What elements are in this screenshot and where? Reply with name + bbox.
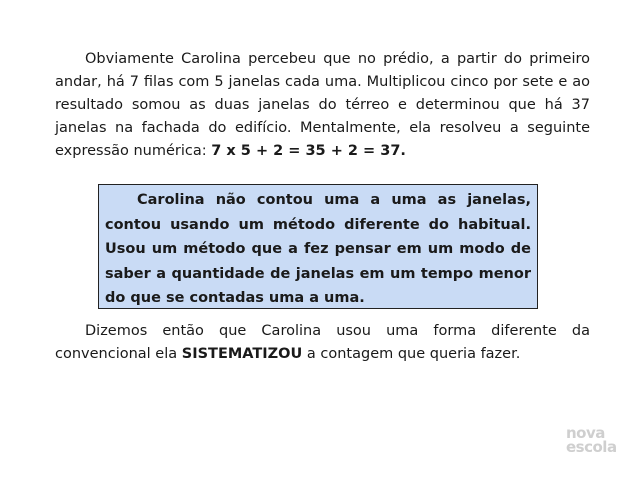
highlight-box-text-wrapper [105,188,531,311]
logo-line-1: nova [566,424,605,442]
numeric-expression: 7 x 5 + 2 = 35 + 2 = 37. [211,143,406,159]
paragraph-conclusion [55,320,590,366]
emphasis-word: SISTEMATIZOU [181,346,303,362]
paragraph-conclusion-text-after: a contagem que queria fazer. [302,346,521,362]
highlight-box-text: Carolina não contou uma a uma as janelas, contou usando um método diferente do habitual. Usou um método que a fez pensar em um modo de saber a quantidade de janelas em um tempo menor do que se contadas uma a uma. [105,192,531,306]
paragraph-intro-text: Obviamente Carolina percebeu que no prédio, a partir do primeiro andar, há 7 filas com 5 janelas cada uma. Multiplicou cinco por sete e ao resultado somou as duas janelas do térreo e determinou que há 37 janelas na fachada do edifício. Mentalmente, ela resolveu a seguinte expressão numérica: [55,51,590,159]
paragraph-conclusion-text-before: Dizemos então que Carolina usou uma forma diferente da convencional ela [55,323,590,362]
logo-line-2: escola [566,438,617,456]
highlight-box [98,184,538,309]
nova-escola-logo [566,426,630,454]
paragraph-intro [55,48,590,163]
